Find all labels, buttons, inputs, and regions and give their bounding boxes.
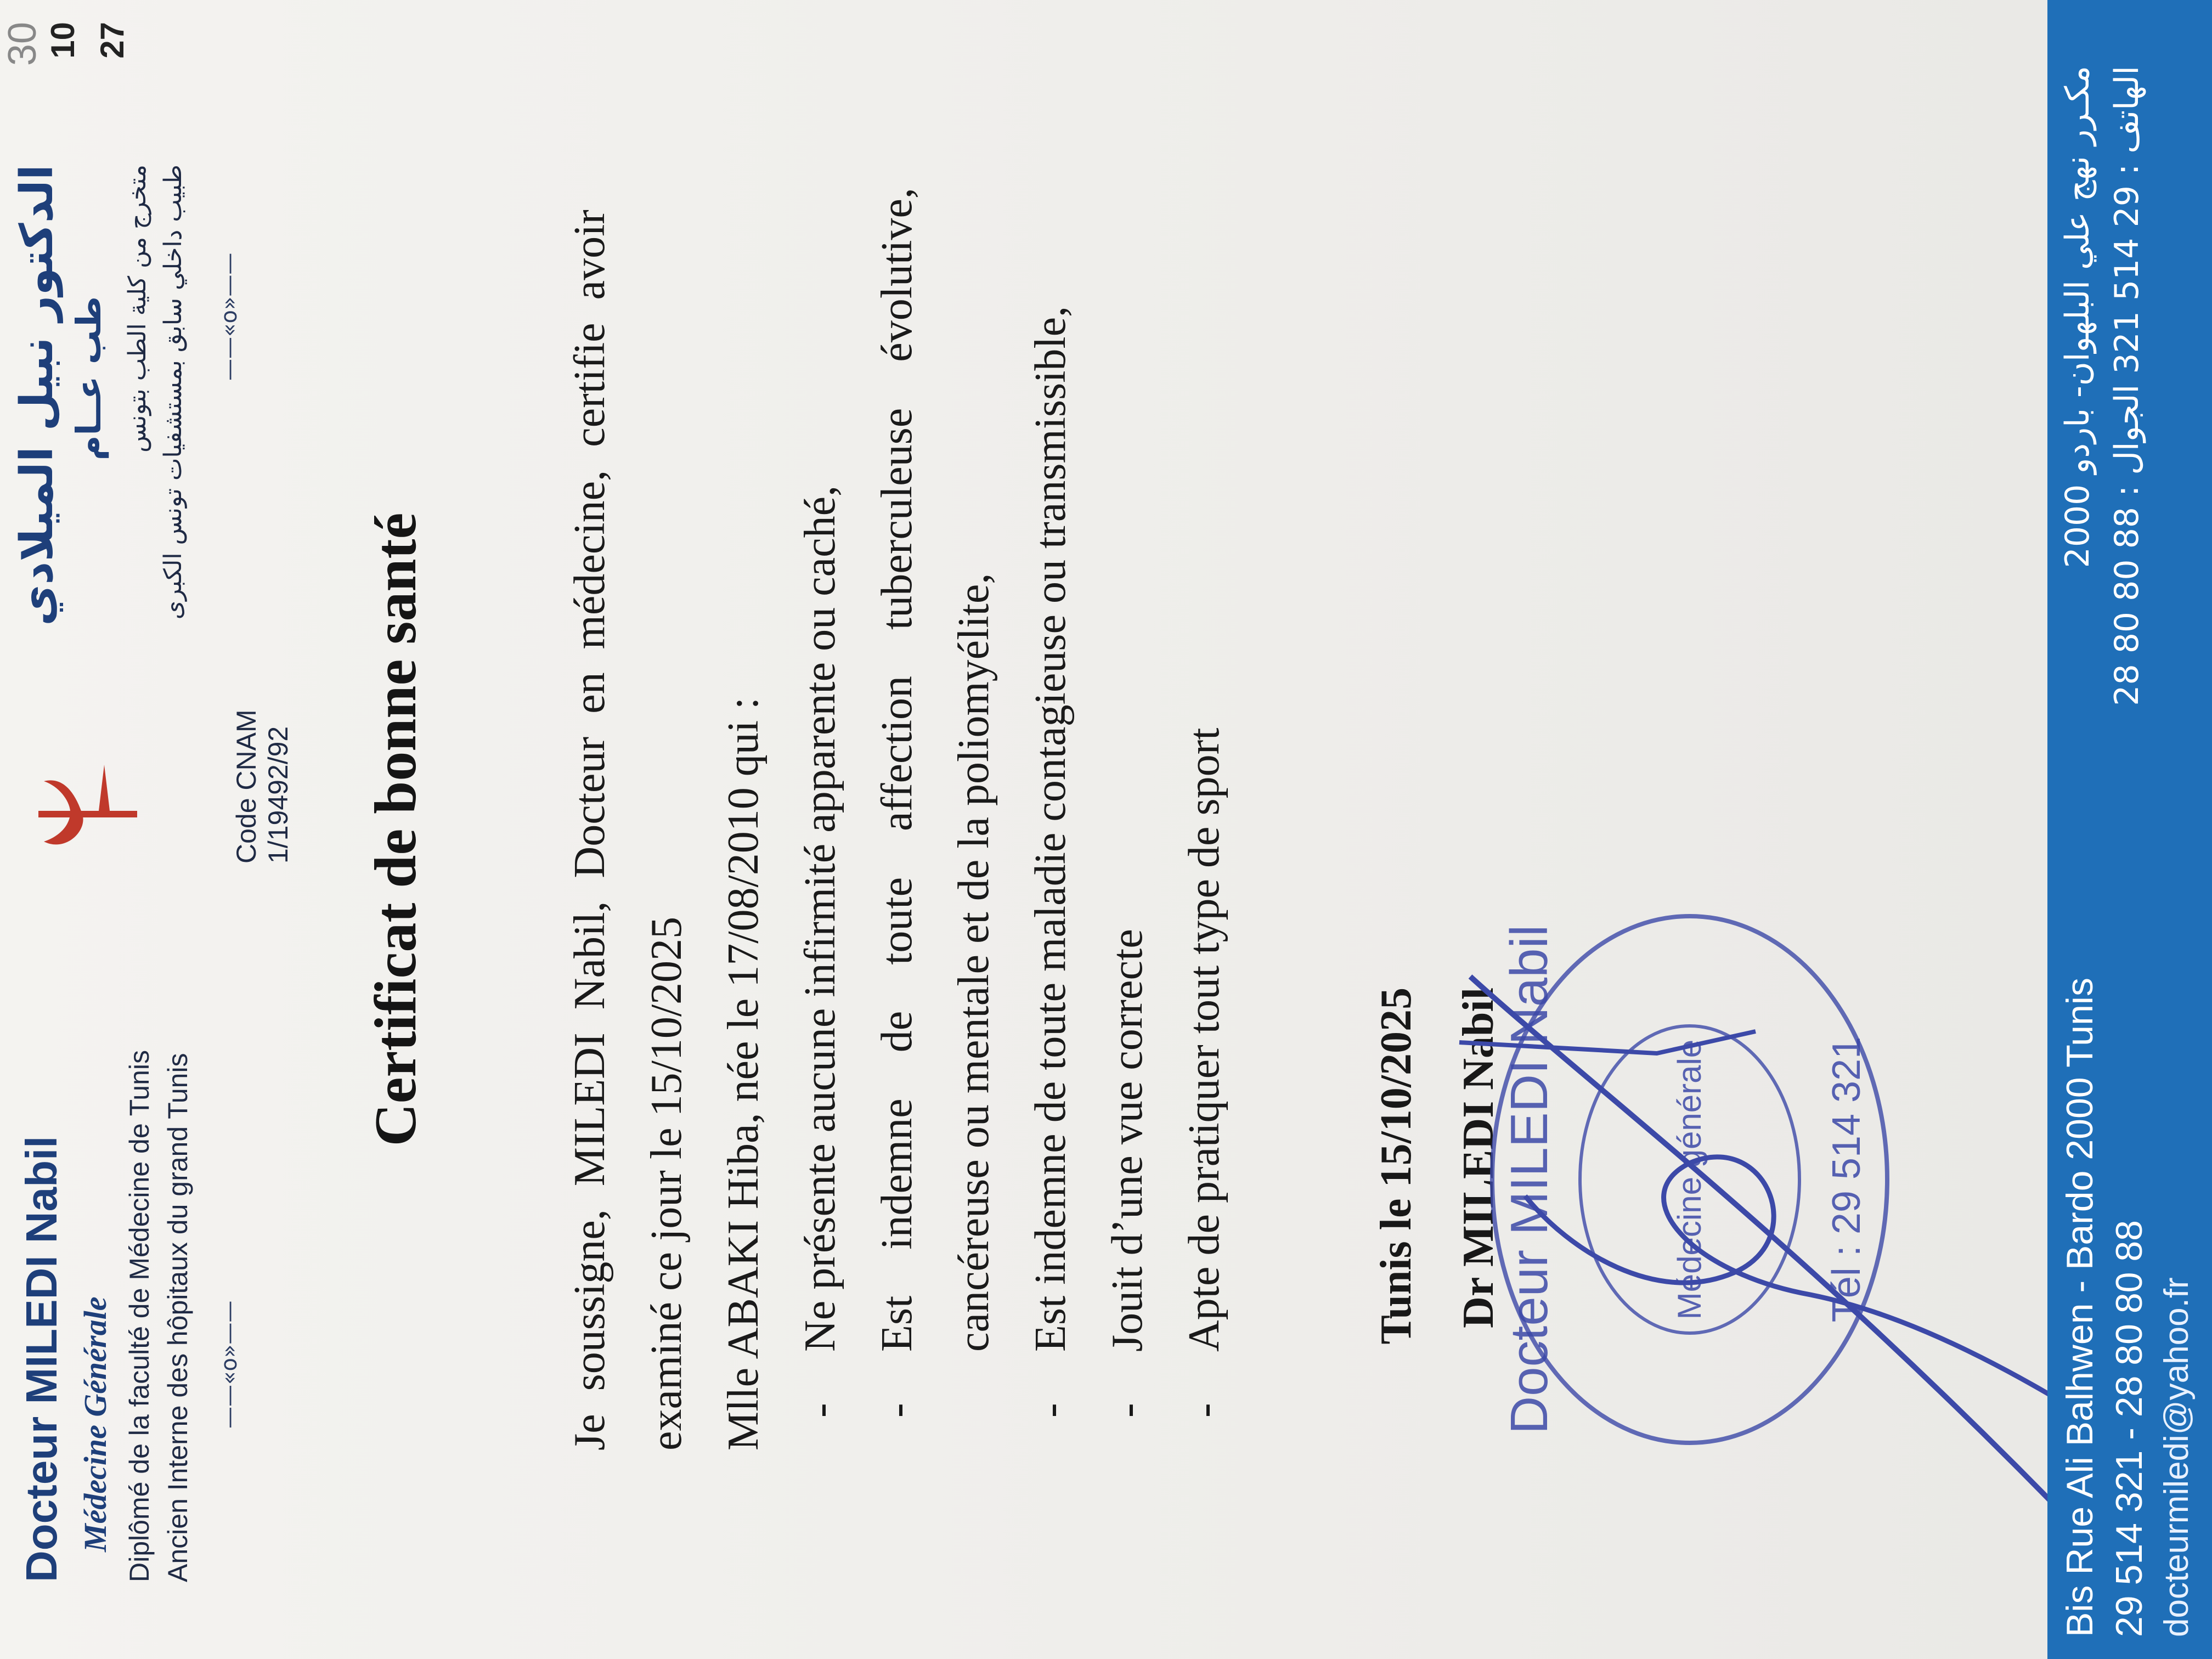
certificate-exam-date-line: examiné ce jour le 15/10/2025 — [642, 916, 691, 1451]
footer-contact-band — [2047, 0, 2212, 1659]
cnam-code: 1/19492/92 — [263, 726, 294, 864]
doctor-diploma: Diplômé de la faculté de Médecine de Tunis — [124, 1049, 155, 1582]
list-item: Jouit d’une vue correcte — [1103, 929, 1152, 1352]
doctor-specialty: Médecine Générale — [77, 1296, 113, 1552]
arabic-diploma: متخرج من كلية الطب بتونس — [123, 165, 151, 453]
signature-place-date: Tunis le 15/10/2025 — [1372, 988, 1420, 1345]
list-bullet: - — [873, 1403, 921, 1418]
stamp-center-text: Médecine générale — [1671, 1039, 1708, 1320]
certificate-intro-line: Je soussigne, MILEDI Nabil, Docteur en médecine, certifie avoir — [566, 210, 614, 1451]
date-fragment: 27 — [94, 22, 131, 59]
caduceus-logo-icon — [22, 754, 143, 874]
header-divider-left: ——«o»—— — [217, 1300, 242, 1429]
list-item: Ne présente aucune infirmité apparente ou caché, — [796, 485, 844, 1352]
footer-phones: 29 514 321 - 28 80 80 88 — [2108, 1220, 2150, 1637]
list-item: Est indemne de toute maladie contagieuse ou transmissible, — [1026, 306, 1075, 1352]
list-bullet: - — [796, 1403, 844, 1418]
list-bullet: - — [1180, 1403, 1228, 1418]
list-bullet: - — [1026, 1403, 1075, 1418]
cnam-label: Code CNAM — [231, 709, 262, 864]
doctor-name: Docteur MILEDI Nabil — [17, 1136, 66, 1582]
arabic-specialty: طب عــام — [69, 296, 109, 461]
list-item-continuation: cancéreuse ou mentale et de la poliomyélite, — [950, 573, 998, 1352]
signature-doctor-name: Dr MILEDI Nabil — [1454, 988, 1503, 1328]
doctor-intern-status: Ancien Interne des hôpitaux du grand Tunis — [162, 1053, 193, 1582]
date-fragment: 10 — [44, 22, 81, 59]
certificate-title: Certificat de bonne santé — [363, 512, 428, 1147]
footer-address: Bis Rue Ali Balhwen - Bardo 2000 Tunis — [2059, 977, 2101, 1637]
arabic-intern-status: طبيب داخلي سابق بمستشفيات تونس الكبرى — [159, 165, 187, 620]
date-fragment: 30 — [1, 22, 44, 66]
arabic-doctor-name: الدكتور نبيل الميلادي — [11, 165, 63, 626]
header-divider-right: ——«o»—— — [217, 252, 242, 381]
list-item: Est indemne de toute affection tuberculeuse évolutive, — [873, 188, 921, 1352]
footer-email: docteurmiledi@yahoo.fr — [2158, 1277, 2196, 1637]
footer-arabic-phones: الهاتف : 29 514 321 الجوال : 88 80 80 28 — [2108, 66, 2146, 706]
stamp-top-text: Docteur MILEDI Nabil — [1500, 924, 1559, 1435]
list-bullet: - — [1103, 1403, 1152, 1418]
footer-arabic-address: مكـرر نهج علي البلهوان- باردو 2000 — [2058, 66, 2097, 568]
handwritten-signature-icon — [1426, 922, 2140, 1580]
stamp-bottom-text: Tél : 29 514 321 — [1825, 1036, 1869, 1323]
certificate-patient-line: Mlle ABAKI Hiba, née le 17/08/2010 qui : — [719, 697, 768, 1451]
list-item: Apte de pratiquer tout type de sport — [1180, 727, 1228, 1352]
